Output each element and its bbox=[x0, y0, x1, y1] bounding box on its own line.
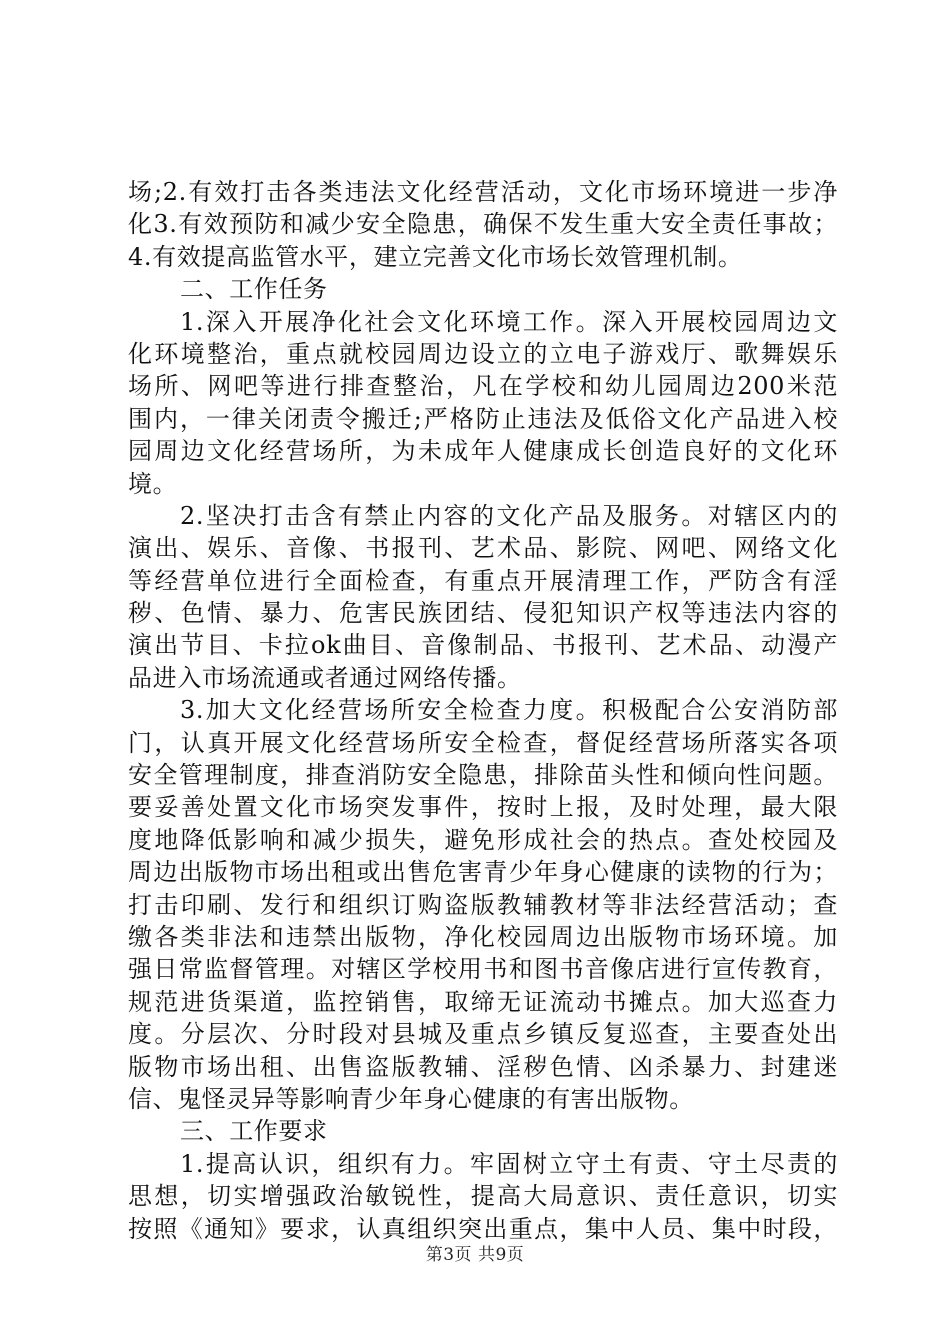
text-line: 场所、网吧等进行排查整治，凡在学校和幼儿园周边200米范 bbox=[128, 372, 838, 401]
text-line: 演出、娱乐、音像、书报刊、艺术品、影院、网吧、网络文化 bbox=[128, 534, 838, 563]
text-line: 强日常监督管理。对辖区学校用书和图书音像店进行宣传教育， bbox=[128, 955, 838, 984]
text-line: 园周边文化经营场所，为未成年人健康成长创造良好的文化环 bbox=[128, 437, 838, 466]
text-line: 化环境整治，重点就校园周边设立的立电子游戏厅、歌舞娱乐 bbox=[128, 339, 838, 368]
text-line: 化3.有效预防和减少安全隐患，确保不发生重大安全责任事故； bbox=[128, 210, 838, 239]
text-line: 度地降低影响和减少损失，避免形成社会的热点。查处校园及 bbox=[128, 825, 838, 854]
text-line: 秽、色情、暴力、危害民族团结、侵犯知识产权等违法内容的 bbox=[128, 599, 838, 628]
text-line: 3.加大文化经营场所安全检查力度。积极配合公安消防部 bbox=[180, 696, 838, 725]
text-line: 思想，切实增强政治敏锐性，提高大局意识、责任意识，切实 bbox=[128, 1182, 838, 1211]
page-footer: 第3页 共9页 bbox=[425, 1245, 525, 1265]
text-line: 4.有效提高监管水平，建立完善文化市场长效管理机制。 bbox=[128, 242, 743, 271]
text-line: 境。 bbox=[128, 469, 178, 498]
text-line: 度。分层次、分时段对县城及重点乡镇反复巡查，主要查处出 bbox=[128, 1020, 838, 1049]
text-line: 缴各类非法和违禁出版物，净化校园周边出版物市场环境。加 bbox=[128, 922, 838, 951]
text-line: 打击印刷、发行和组织订购盗版教辅教材等非法经营活动；查 bbox=[128, 890, 838, 919]
text-line: 信、鬼怪灵异等影响青少年身心健康的有害出版物。 bbox=[128, 1084, 694, 1113]
text-line: 规范进货渠道，监控销售，取缔无证流动书摊点。加大巡查力 bbox=[128, 987, 838, 1016]
text-line: 版物市场出租、出售盗版教辅、淫秽色情、凶杀暴力、封建迷 bbox=[128, 1052, 838, 1081]
document-body bbox=[128, 176, 838, 1245]
text-line: 二、工作任务 bbox=[180, 275, 328, 304]
text-line: 1.深入开展净化社会文化环境工作。深入开展校园周边文 bbox=[180, 307, 838, 336]
text-line: 围内，一律关闭责令搬迁;严格防止违法及低俗文化产品进入校 bbox=[128, 404, 838, 433]
text-line: 演出节目、卡拉ok曲目、音像制品、书报刊、艺术品、动漫产 bbox=[128, 631, 838, 660]
text-line: 等经营单位进行全面检查，有重点开展清理工作，严防含有淫 bbox=[128, 566, 838, 595]
text-line: 2.坚决打击含有禁止内容的文化产品及服务。对辖区内的 bbox=[180, 501, 838, 530]
text-line: 品进入市场流通或者通过网络传播。 bbox=[128, 663, 522, 692]
text-line: 三、工作要求 bbox=[180, 1117, 328, 1146]
text-line: 场;2.有效打击各类违法文化经营活动，文化市场环境进一步净 bbox=[128, 178, 838, 206]
text-line: 1.提高认识，组织有力。牢固树立守土有责、守土尽责的 bbox=[180, 1149, 838, 1178]
text-line: 要妥善处置文化市场突发事件，按时上报，及时处理，最大限 bbox=[128, 793, 838, 822]
text-line: 按照《通知》要求，认真组织突出重点，集中人员、集中时段， bbox=[128, 1214, 838, 1243]
text-line: 周边出版物市场出租或出售危害青少年身心健康的读物的行为； bbox=[128, 858, 838, 887]
text-line: 门，认真开展文化经营场所安全检查，督促经营场所落实各项 bbox=[128, 728, 838, 757]
text-line: 安全管理制度，排查消防安全隐患，排除苗头性和倾向性问题。 bbox=[128, 761, 838, 790]
